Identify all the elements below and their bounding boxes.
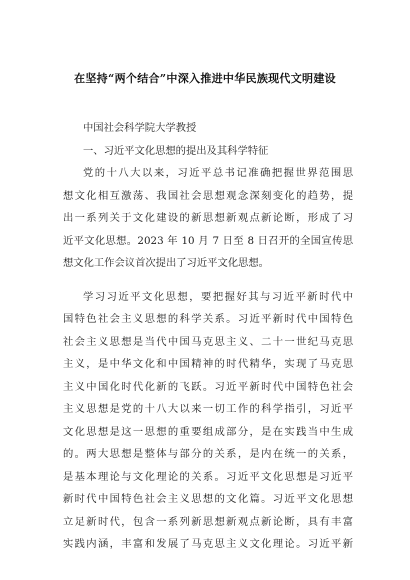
paragraph-line: 想文化相互激荡、我国社会思想观念深刻变化的趋势，提 xyxy=(63,189,353,202)
paragraph-line: 主义，是中华文化和中国精神的时代精华，实现了马克思 xyxy=(63,358,353,370)
author-line: 中国社会科学院大学教授 xyxy=(83,122,197,134)
paragraph-line: 新时代中国特色社会主义思想的文化篇。习近平文化思想 xyxy=(63,493,353,505)
paragraph-line: 学习习近平文化思想，要把握好其与习近平新时代中 xyxy=(83,290,353,303)
paragraph-line: 党的十八大以来，习近平总书记准确把握世界范围思 xyxy=(83,167,353,179)
section-heading: 一、习近平文化思想的提出及其科学特征 xyxy=(83,144,269,157)
paragraph-line: 主义思想是党的十八大以来一切工作的科学指引，习近平 xyxy=(63,403,353,415)
paragraph-line: 是基本理论与文化理论的关系。习近平文化思想是习近平 xyxy=(63,470,353,483)
paragraph-line: 立足新时代，包含一系列新思想新观点新论断，具有丰富 xyxy=(63,515,353,528)
paragraph-line: 文化思想是这一思想的重要组成部分，是在实践当中生成 xyxy=(63,425,353,438)
paragraph-2 xyxy=(63,286,353,556)
paragraph-line: 国特色社会主义思想的科学关系。习近平新时代中国特色 xyxy=(63,313,353,325)
paragraph-line: 的。两大思想是整体与部分的关系，是内在统一的关系， xyxy=(63,448,353,460)
paragraph-line: 出一系列关于文化建设的新思想新观点新论断，形成了习 xyxy=(63,212,353,224)
paragraph-line: 近平文化思想。2023 年 10 月 7 日至 8 日召开的全国宣传思 xyxy=(63,234,353,247)
paragraph-line: 社会主义思想是当代中国马克思主义、二十一世纪马克思 xyxy=(63,335,353,348)
document-body xyxy=(63,117,353,556)
paragraph-line: 想文化工作会议首次提出了习近平文化思想。 xyxy=(63,257,269,269)
paragraph-1 xyxy=(63,162,353,275)
paragraph-gap xyxy=(63,275,353,286)
paragraph-line: 实践内涵，丰富和发展了马克思主义文化理论。习近平新 xyxy=(63,538,353,550)
paragraph-line: 主义中国化时代化新的飞跃。习近平新时代中国特色社会 xyxy=(63,380,353,393)
document-title: 在坚持“两个结合”中深入推进中华民族现代文明建设 xyxy=(74,72,336,85)
